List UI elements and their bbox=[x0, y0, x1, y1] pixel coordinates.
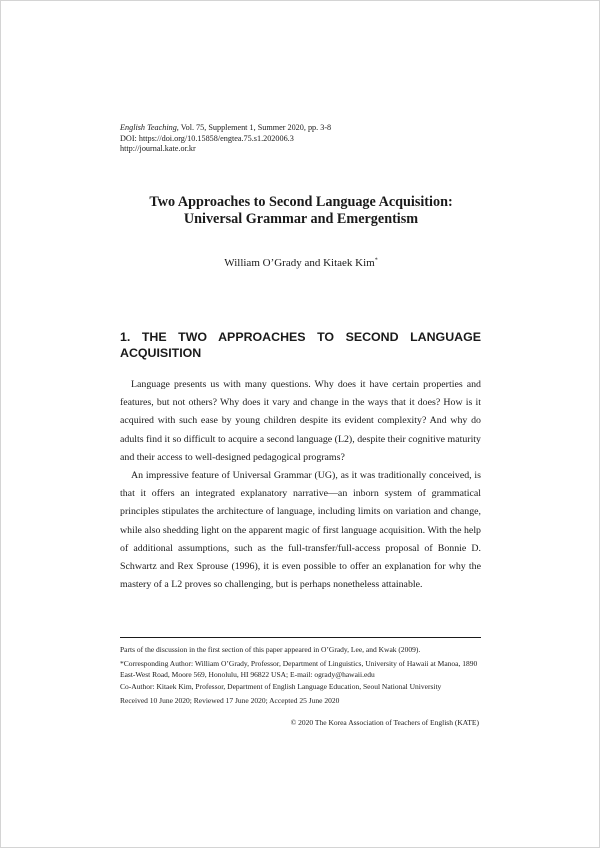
copyright-notice: © 2020 The Korea Association of Teachers of English (KATE) bbox=[290, 718, 479, 727]
footnote-dates: Received 10 June 2020; Reviewed 17 June 2020; Accepted 25 June 2020 bbox=[120, 695, 340, 705]
paragraph: Language presents us with many questions. Why does it have certain properties and features, but not others? Why does it vary and change in the ways that it does? How is it acquired with such ease by young children despite its evident complexity? And why do adults find it so difficult to acquire a second language (L2), despite their cognitive maturity and their access to well-designed pedagogical programs? bbox=[120, 379, 481, 463]
title-line-1: Two Approaches to Second Language Acquisition: bbox=[149, 194, 453, 210]
footnote-previous-publication: Parts of the discussion in the first section of this paper appeared in O’Grady, Lee, and Kwak (2009). bbox=[120, 645, 421, 654]
footnotes bbox=[120, 644, 481, 706]
paragraph: An impressive feature of Universal Grammar (UG), as it was traditionally conceived, is that it offers an integrated explanatory narrative—an inborn system of grammatical principles stipulates the architecture of language, including limits on variation and change, while also shedding light on the apparent magic of first language acquisition. With the help of additional assumptions, such as the full-transfer/full-access proposal of Bonnie D. Schwartz and Rex Sprouse (1996), it is even possible to offer an explanation for why the mastery of a L2 proves so challenging, but is perhaps nonetheless attainable. bbox=[120, 470, 481, 591]
corresponding-marker: * bbox=[374, 257, 378, 264]
author-names: William O’Grady and Kitaek Kim bbox=[224, 257, 375, 269]
footnote-divider bbox=[120, 637, 481, 638]
author-line bbox=[101, 257, 501, 269]
journal-url-link[interactable]: http://journal.kate.or.kr bbox=[120, 144, 196, 154]
body-text bbox=[120, 376, 481, 594]
doi-link[interactable]: DOI: https://doi.org/10.15858/engtea.75.s1.202006.3 bbox=[120, 133, 294, 143]
title-line-2: Universal Grammar and Emergentism bbox=[183, 211, 419, 227]
journal-name: English Teaching bbox=[120, 123, 177, 132]
footnote-corresponding-author: *Corresponding Author: William O’Grady, Professor, Department of Linguistics, University of Hawaii at Manoa, 1890 East-West Road, Moore 569, Honolulu, HI 96822 USA; E-mail: ogrady@hawaii.edu bbox=[120, 659, 478, 680]
journal-citation bbox=[120, 123, 331, 134]
footnote-co-author: Co-Author: Kitaek Kim, Professor, Department of English Language Education, Seoul National University bbox=[120, 681, 442, 691]
volume-info: , Vol. 75, Supplement 1, Summer 2020, pp. 3-8 bbox=[176, 123, 332, 132]
section-heading: 1. THE TWO APPROACHES TO SECOND LANGUAGE ACQUISITION bbox=[120, 330, 481, 360]
journal-header bbox=[120, 123, 331, 155]
paper-title bbox=[101, 194, 501, 228]
